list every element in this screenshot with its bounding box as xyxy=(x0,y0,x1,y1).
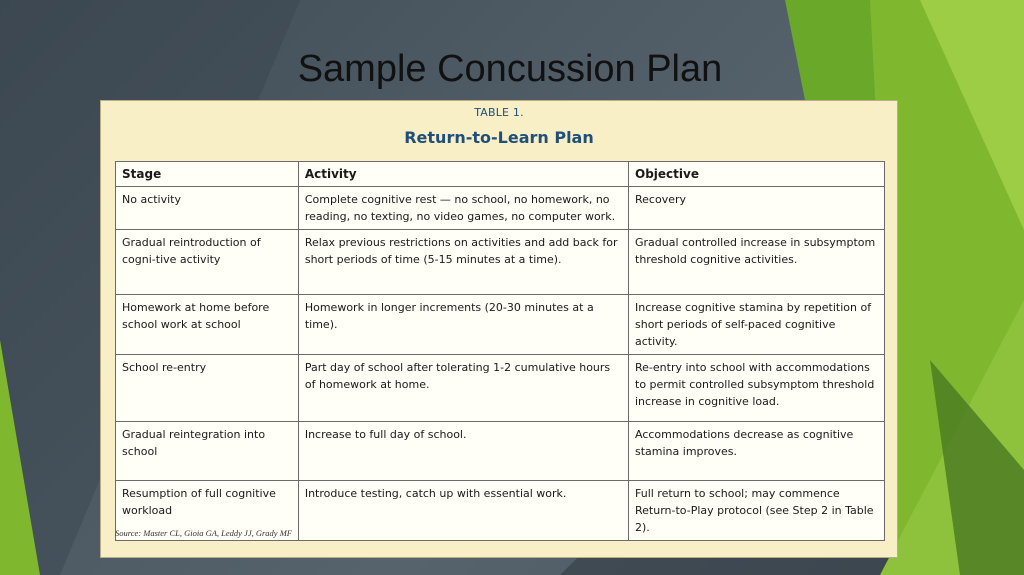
objective-cell: Re-entry into school with accommodations to permit controlled subsymptom threshold increase in cognitive load. xyxy=(629,355,885,422)
table-header-row xyxy=(116,162,885,187)
stage-cell: Homework at home before school work at school xyxy=(116,295,299,355)
objective-cell: Recovery xyxy=(629,187,885,230)
table-number: TABLE 1. xyxy=(474,106,524,119)
return-to-learn-table xyxy=(115,161,885,541)
activity-cell: Introduce testing, catch up with essential work. xyxy=(298,481,628,541)
stage-cell: Gradual reintegration into school xyxy=(116,422,299,481)
activity-cell: Relax previous restrictions on activities and add back for short periods of time (5-15 minutes at a time). xyxy=(298,230,628,295)
table-row xyxy=(116,295,885,355)
objective-cell: Increase cognitive stamina by repetition of short periods of self-paced cognitive activity. xyxy=(629,295,885,355)
stage-cell: Gradual reintroduction of cogni-tive activity xyxy=(116,230,299,295)
activity-cell: Complete cognitive rest — no school, no homework, no reading, no texting, no video games, no computer work. xyxy=(298,187,628,230)
table-title: Return-to-Learn Plan xyxy=(404,128,594,147)
objective-cell: Accommodations decrease as cognitive stamina improves. xyxy=(629,422,885,481)
objective-cell: Full return to school; may commence Return-to-Play protocol (see Step 2 in Table 2). xyxy=(629,481,885,541)
table-row xyxy=(116,355,885,422)
table-row xyxy=(116,230,885,295)
activity-cell: Homework in longer increments (20-30 minutes at a time). xyxy=(298,295,628,355)
header-objective: Objective xyxy=(629,162,885,187)
slide-title: Sample Concussion Plan xyxy=(297,48,723,90)
table-row xyxy=(116,187,885,230)
table-panel xyxy=(100,100,898,558)
header-stage: Stage xyxy=(116,162,299,187)
source-citation: Source: Master CL, Gioia GA, Leddy JJ, Grady MF xyxy=(115,528,292,538)
stage-cell: School re-entry xyxy=(116,355,299,422)
header-activity: Activity xyxy=(298,162,628,187)
objective-cell: Gradual controlled increase in subsymptom threshold cognitive activities. xyxy=(629,230,885,295)
activity-cell: Increase to full day of school. xyxy=(298,422,628,481)
stage-cell: No activity xyxy=(116,187,299,230)
activity-cell: Part day of school after tolerating 1-2 cumulative hours of homework at home. xyxy=(298,355,628,422)
table-row xyxy=(116,422,885,481)
stage-cell: Resumption of full cognitive workload xyxy=(116,481,299,541)
